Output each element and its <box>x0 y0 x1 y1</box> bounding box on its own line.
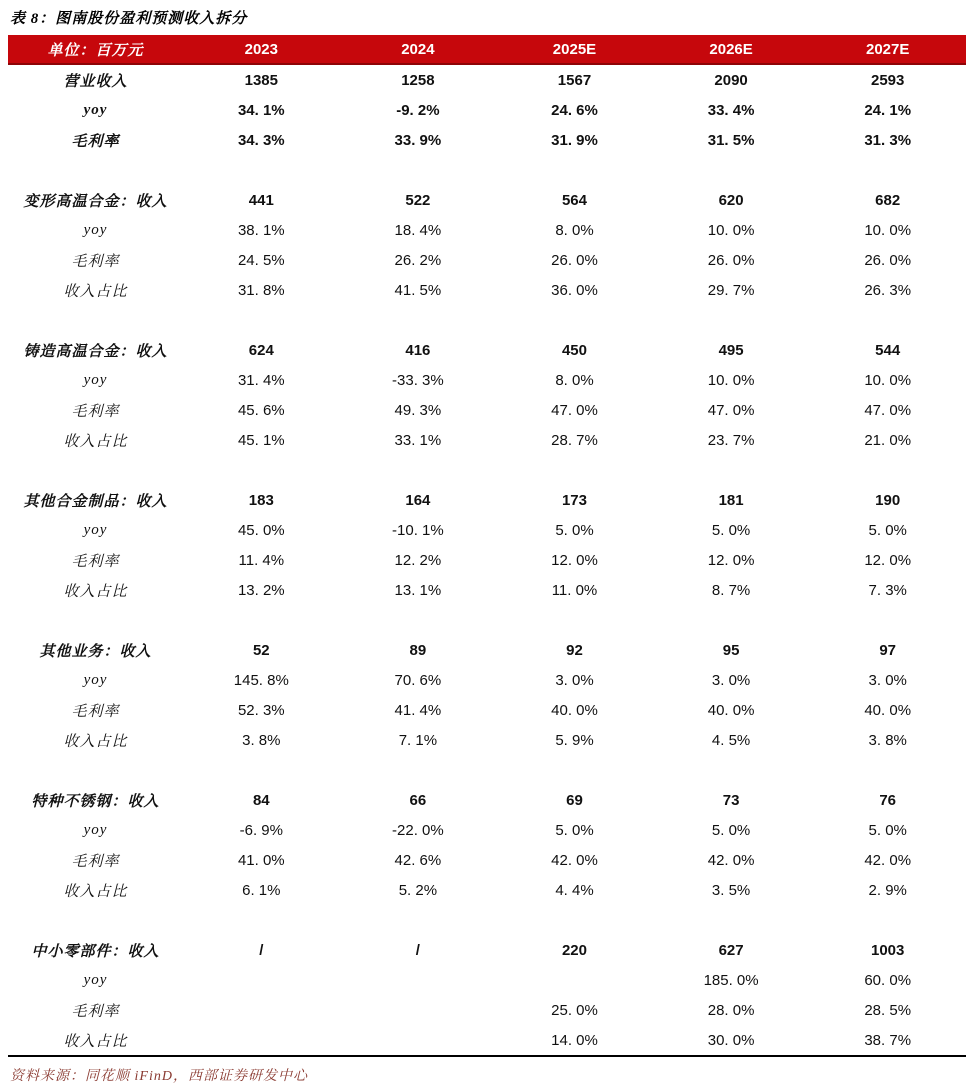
cell-value: 40. 0% <box>551 701 598 719</box>
table-row <box>8 635 966 665</box>
row-spacer <box>8 755 966 785</box>
row-label: yoy <box>83 221 108 238</box>
row-label: 收入占比 <box>63 1033 128 1050</box>
cell-value: 10. 0% <box>707 371 755 389</box>
cell-value: 5. 0% <box>555 821 594 839</box>
cell-value: 5. 9% <box>555 731 594 749</box>
cell-value: 10. 0% <box>707 221 755 239</box>
row-label: 特种不锈钢：收入 <box>31 793 160 810</box>
row-label: 毛利率 <box>71 403 120 420</box>
cell-value: 30. 0% <box>707 1031 755 1049</box>
cell-value: 8. 0% <box>555 221 594 239</box>
cell-value: 36. 0% <box>551 281 598 299</box>
cell-value: 24. 1% <box>864 101 912 119</box>
cell-value: 145. 8% <box>233 671 289 689</box>
cell-value: / <box>259 941 264 959</box>
cell-value: 5. 0% <box>868 821 907 839</box>
cell-value: 31. 5% <box>707 131 755 149</box>
row-label: yoy <box>83 671 108 688</box>
cell-value: 45. 1% <box>237 431 285 449</box>
table-row <box>8 725 966 755</box>
cell-value: 24. 6% <box>551 101 598 119</box>
cell-value: -6. 9% <box>239 821 283 839</box>
row-label: yoy <box>83 371 108 388</box>
row-label: 毛利率 <box>71 133 120 150</box>
source-note: 资料来源：同花顺 iFinD，西部证券研发中心 <box>10 1069 308 1084</box>
column-header: 2027E <box>866 40 910 58</box>
cell-value: 52 <box>252 641 270 659</box>
cell-value: 3. 0% <box>555 671 594 689</box>
cell-value: 84 <box>252 791 270 809</box>
cell-value: 28. 7% <box>551 431 598 449</box>
table-row <box>8 185 966 215</box>
cell-value: 26. 0% <box>551 251 598 269</box>
cell-value: 97 <box>879 641 897 659</box>
cell-value: 76 <box>879 791 897 809</box>
row-label: 收入占比 <box>63 433 128 450</box>
cell-value: 3. 5% <box>711 881 751 899</box>
row-spacer <box>8 605 966 635</box>
row-label: 收入占比 <box>63 583 128 600</box>
cell-value: 66 <box>409 791 427 809</box>
row-label: 收入占比 <box>63 883 128 900</box>
table-row <box>8 695 966 725</box>
cell-value: 33. 4% <box>707 101 755 119</box>
column-header: 2023 <box>244 40 278 58</box>
cell-value: 41. 5% <box>394 281 442 299</box>
row-label: 铸造高温合金：收入 <box>23 343 168 360</box>
cell-value: 47. 0% <box>551 401 598 419</box>
table-row <box>8 575 966 605</box>
cell-value: 185. 0% <box>703 971 759 989</box>
cell-value: 1258 <box>401 71 435 89</box>
cell-value: 95 <box>722 641 740 659</box>
cell-value: 23. 7% <box>707 431 755 449</box>
row-label: yoy <box>83 101 108 118</box>
cell-value: 42. 6% <box>394 851 442 869</box>
cell-value: 38. 7% <box>864 1031 912 1049</box>
cell-value: 42. 0% <box>864 851 912 869</box>
cell-value: 31. 4% <box>237 371 285 389</box>
cell-value: 10. 0% <box>864 371 912 389</box>
table-row <box>8 785 966 815</box>
cell-value: 69 <box>566 791 583 809</box>
cell-value: 42. 0% <box>551 851 598 869</box>
cell-value: 5. 0% <box>555 521 594 539</box>
cell-value: 4. 4% <box>555 881 594 899</box>
cell-value: 3. 0% <box>868 671 907 689</box>
unit-label: 单位：百万元 <box>47 42 144 59</box>
cell-value: -9. 2% <box>396 101 440 119</box>
cell-value: 682 <box>875 191 901 209</box>
cell-value: 2593 <box>871 71 905 89</box>
cell-value: 45. 6% <box>237 401 285 419</box>
cell-value: 12. 0% <box>707 551 755 569</box>
cell-value: 26. 0% <box>864 251 912 269</box>
cell-value: 7. 3% <box>868 581 907 599</box>
row-label: 其他业务：收入 <box>39 643 152 660</box>
cell-value: 564 <box>561 191 587 209</box>
cell-value: -33. 3% <box>392 371 444 389</box>
cell-value: 620 <box>718 191 744 209</box>
table-row <box>8 485 966 515</box>
cell-value: 1567 <box>557 71 592 89</box>
cell-value: 7. 1% <box>398 731 438 749</box>
cell-value: 33. 1% <box>394 431 442 449</box>
table-row <box>8 395 966 425</box>
cell-value: 220 <box>561 941 587 959</box>
cell-value: -10. 1% <box>392 521 444 539</box>
table-row <box>8 215 966 245</box>
cell-value: 28. 0% <box>707 1001 755 1019</box>
cell-value: 2. 9% <box>868 881 907 899</box>
row-label: 变形高温合金：收入 <box>23 193 168 210</box>
table-row <box>8 335 966 365</box>
row-label: 营业收入 <box>63 73 128 90</box>
cell-value: 12. 0% <box>864 551 912 569</box>
row-label: 毛利率 <box>71 1003 120 1020</box>
cell-value: 3. 0% <box>711 671 751 689</box>
cell-value: 34. 3% <box>237 131 285 149</box>
cell-value: 31. 8% <box>237 281 285 299</box>
cell-value: 26. 0% <box>707 251 755 269</box>
cell-value: 5. 0% <box>868 521 907 539</box>
cell-value: 164 <box>405 491 431 509</box>
cell-value: 1385 <box>244 71 278 89</box>
cell-value: 41. 4% <box>394 701 442 719</box>
table-row <box>8 275 966 305</box>
table-row <box>8 875 966 905</box>
table-row <box>8 815 966 845</box>
row-label: yoy <box>83 971 108 988</box>
cell-value: 14. 0% <box>551 1031 598 1049</box>
row-spacer <box>8 155 966 185</box>
table-title: 表 8：图南股份盈利预测收入拆分 <box>10 11 248 27</box>
cell-value: 5. 0% <box>711 521 751 539</box>
cell-value: 26. 2% <box>394 251 442 269</box>
cell-value: 12. 0% <box>551 551 598 569</box>
table-row <box>8 245 966 275</box>
table-row <box>8 125 966 155</box>
cell-value: 624 <box>248 341 274 359</box>
cell-value: 450 <box>561 341 587 359</box>
row-label: yoy <box>83 821 108 838</box>
table-header-row <box>8 35 966 65</box>
cell-value: 12. 2% <box>394 551 442 569</box>
cell-value: 38. 1% <box>237 221 285 239</box>
cell-value: 73 <box>722 791 740 809</box>
column-header: 2026E <box>709 40 753 58</box>
cell-value: 33. 9% <box>394 131 442 149</box>
cell-value: 29. 7% <box>707 281 755 299</box>
cell-value: 10. 0% <box>864 221 912 239</box>
cell-value: 26. 3% <box>864 281 912 299</box>
cell-value: 92 <box>566 641 583 659</box>
cell-value: 52. 3% <box>237 701 285 719</box>
cell-value: 47. 0% <box>864 401 912 419</box>
cell-value: 18. 4% <box>394 221 442 239</box>
row-label: 毛利率 <box>71 253 120 270</box>
cell-value: 40. 0% <box>707 701 755 719</box>
cell-value: 11. 4% <box>238 551 285 569</box>
row-spacer <box>8 455 966 485</box>
cell-value: 45. 0% <box>237 521 285 539</box>
cell-value: 522 <box>405 191 431 209</box>
cell-value: 31. 3% <box>864 131 912 149</box>
cell-value: 4. 5% <box>711 731 751 749</box>
column-header: 2025E <box>552 40 597 58</box>
cell-value: 627 <box>718 941 744 959</box>
table-row <box>8 995 966 1025</box>
row-label: 收入占比 <box>63 733 128 750</box>
cell-value: 34. 1% <box>237 101 285 119</box>
table-row <box>8 365 966 395</box>
cell-value: 89 <box>409 641 427 659</box>
row-label: 收入占比 <box>63 283 128 300</box>
cell-value: 8. 0% <box>555 371 594 389</box>
row-label: 毛利率 <box>71 553 120 570</box>
cell-value: 3. 8% <box>242 731 281 749</box>
cell-value: 416 <box>405 341 431 359</box>
cell-value: 495 <box>718 341 744 359</box>
cell-value: 11. 0% <box>551 581 598 599</box>
cell-value: 42. 0% <box>707 851 755 869</box>
cell-value: -22. 0% <box>392 821 444 839</box>
row-label: 其他合金制品：收入 <box>23 493 168 510</box>
cell-value: 70. 6% <box>394 671 442 689</box>
cell-value: 2090 <box>714 71 748 89</box>
table-row <box>8 95 966 125</box>
cell-value: 183 <box>248 491 274 509</box>
table-row <box>8 845 966 875</box>
table-row <box>8 515 966 545</box>
cell-value: 544 <box>875 341 901 359</box>
table-row <box>8 1025 966 1055</box>
row-spacer <box>8 305 966 335</box>
cell-value: 5. 2% <box>398 881 438 899</box>
cell-value: 41. 0% <box>237 851 285 869</box>
table-row <box>8 935 966 965</box>
cell-value: 190 <box>875 491 901 509</box>
cell-value: 3. 8% <box>868 731 907 749</box>
cell-value: 21. 0% <box>864 431 912 449</box>
cell-value: 5. 0% <box>711 821 751 839</box>
row-label: 毛利率 <box>71 703 120 720</box>
cell-value: 24. 5% <box>237 251 285 269</box>
cell-value: 1003 <box>871 941 905 959</box>
cell-value: 173 <box>561 491 587 509</box>
cell-value: 31. 9% <box>551 131 598 149</box>
cell-value: 441 <box>248 191 274 209</box>
cell-value: / <box>415 941 420 959</box>
cell-value: 28. 5% <box>864 1001 912 1019</box>
cell-value: 181 <box>718 491 744 509</box>
cell-value: 8. 7% <box>711 581 751 599</box>
column-header: 2024 <box>401 40 435 58</box>
table-row <box>8 65 966 95</box>
cell-value: 13. 1% <box>394 581 442 599</box>
cell-value: 6. 1% <box>242 881 281 899</box>
cell-value: 25. 0% <box>551 1001 598 1019</box>
row-label: 中小零部件：收入 <box>31 943 160 960</box>
table-row <box>8 545 966 575</box>
cell-value: 49. 3% <box>394 401 442 419</box>
row-label: yoy <box>83 521 108 538</box>
table-row <box>8 965 966 995</box>
cell-value: 47. 0% <box>707 401 755 419</box>
table-row <box>8 665 966 695</box>
cell-value: 60. 0% <box>864 971 912 989</box>
cell-value: 40. 0% <box>864 701 912 719</box>
cell-value: 13. 2% <box>237 581 285 599</box>
table-row <box>8 425 966 455</box>
table-body <box>8 65 966 1055</box>
row-spacer <box>8 905 966 935</box>
row-label: 毛利率 <box>71 853 120 870</box>
